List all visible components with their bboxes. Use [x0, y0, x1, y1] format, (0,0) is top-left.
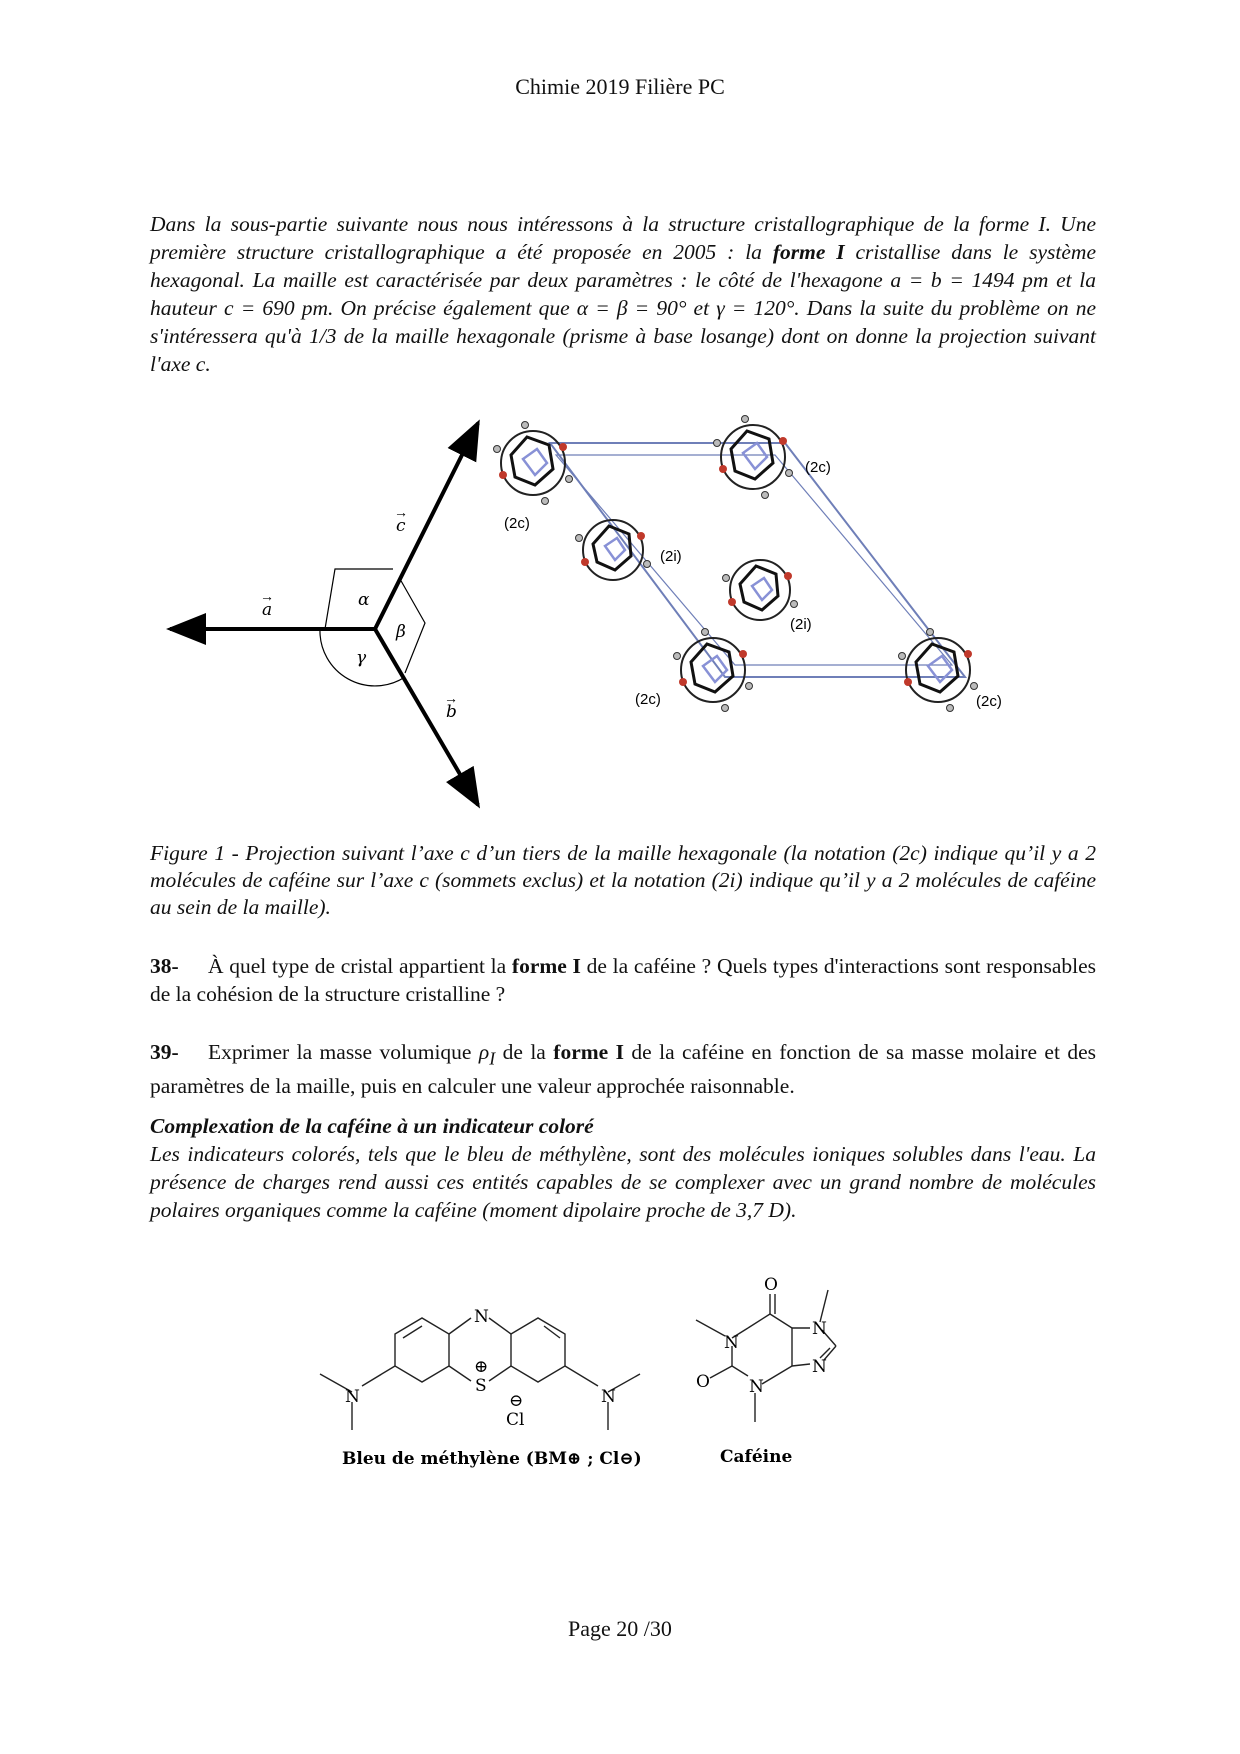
label-c: c — [396, 516, 406, 536]
site-label-2c-tl: (2c) — [504, 515, 530, 532]
q39-text-1: Exprimer la masse volumique — [208, 1040, 479, 1064]
q39-rho-sub: I — [489, 1048, 496, 1069]
axis-b — [375, 629, 478, 805]
site-label-2c-bl: (2c) — [635, 691, 661, 708]
molecule-cluster-2i-b — [723, 560, 798, 620]
label-beta: β — [396, 622, 406, 642]
q38-text-1: À quel type de cristal appartient la — [208, 954, 512, 978]
bm-cl-charge: ⊖ — [509, 1391, 524, 1411]
molecule-cluster-2i-a — [576, 520, 651, 580]
intro-text-1: Dans la sous-partie suivante nous nous intéressons à la structure cristallographique de la forme I. Une première structure cristallographique a été proposée en 2005 : la — [150, 212, 1096, 264]
question-38-number: 38- — [150, 954, 179, 978]
caf-atom-n3: N — [749, 1377, 764, 1397]
intro-forme-i: forme I — [772, 240, 845, 264]
figure-1 — [160, 415, 1080, 815]
caf-atom-o-left: O — [696, 1372, 710, 1392]
axis-c — [375, 423, 478, 629]
q39-text-2: de la — [495, 1040, 554, 1064]
q39-rho: ρ — [478, 1040, 490, 1064]
vec-arrow-a: → — [260, 590, 274, 605]
q39-forme-i: forme I — [553, 1040, 624, 1064]
q38-forme-i: forme I — [511, 954, 581, 978]
label-a: a — [262, 600, 273, 620]
site-label-2i-a: (2i) — [660, 548, 682, 565]
bm-atom-s: S — [475, 1376, 487, 1396]
vec-arrow-b: → — [444, 692, 458, 707]
caf-atom-o-top: O — [764, 1275, 778, 1295]
figure-1-caption: Figure 1 - Projection suivant l’axe c d’un tiers de la maille hexagonale (la notation (2c) indique qu’il y a 2 molécules de caféine sur l’axe c (sommets exclus) et la notation (2i) indique qu’il y a 2 molécules de caféine au sein de la maille). — [150, 841, 1096, 919]
caffeine-caption: Caféine — [720, 1447, 793, 1467]
site-label-2c-tr: (2c) — [805, 459, 831, 476]
caf-atom-n7: N — [812, 1319, 827, 1339]
page-number: Page 20 /30 — [568, 1616, 672, 1641]
label-alpha: α — [358, 590, 370, 610]
bm-atom-n-left: N — [345, 1387, 360, 1407]
intro-paragraph — [150, 210, 1096, 378]
caf-atom-n9: N — [812, 1357, 827, 1377]
bm-atom-n-right: N — [601, 1387, 616, 1407]
complexation-title: Complexation de la caféine à un indicateur coloré — [150, 1114, 594, 1138]
molecule-cluster-2c-tl — [494, 422, 573, 505]
intro-text-3: . Dans la suite du problème on ne s'intéressera qu'à 1/3 de la maille hexagonale (prisme à base losange) dont on donne la projection suivant l'axe c. — [150, 296, 1097, 376]
page-header: Chimie 2019 Filière PC — [515, 74, 725, 99]
q39-text-3: de la caféine en fonction de sa masse molaire et des paramètres de la maille, puis en calculer une valeur approchée raisonnable. — [150, 1040, 1096, 1099]
molecule-cluster-2c-tr — [714, 416, 793, 499]
bm-atom-n-ring: N — [474, 1307, 489, 1327]
bm-atom-cl: Cl — [506, 1410, 525, 1430]
molecule-cluster-2c-bl — [674, 629, 753, 712]
vec-arrow-c: → — [394, 506, 408, 521]
intro-angles: α = β = 90° et γ = 120° — [576, 296, 795, 320]
question-38 — [150, 952, 1096, 1008]
caffeine-structure — [696, 1290, 836, 1422]
caf-atom-n1: N — [724, 1333, 739, 1353]
chemical-structures — [300, 1250, 940, 1480]
complexation-body: Les indicateurs colorés, tels que le bleu de méthylène, sont des molécules ioniques solubles dans l'eau. La présence de charges rend aussi ces entités capables de se complexer avec un grand nombre de molécules polaires organiques comme la caféine (moment dipolaire proche de 3,7 D). — [150, 1142, 1096, 1222]
question-39-number: 39- — [150, 1040, 179, 1064]
question-39 — [150, 1038, 1096, 1100]
bm-s-charge: ⊕ — [474, 1357, 489, 1377]
label-gamma: γ — [356, 648, 367, 668]
intro-text-2: cristallise dans le système hexagonal. La maille est caractérisée par deux paramètres : le côté de l'hexagone a = b = 1494 pm et la hauteur c = 690 pm. On précise également que — [150, 240, 1096, 320]
site-label-2c-br: (2c) — [976, 693, 1002, 710]
q38-text-2: de la caféine ? Quels types d'interactions sont responsables de la cohésion de la structure cristalline ? — [150, 954, 1096, 1006]
axes-diagram — [170, 423, 478, 805]
label-b: b — [446, 702, 457, 722]
bm-caption: Bleu de méthylène (BM⊕ ; Cl⊖) — [342, 1449, 642, 1469]
site-label-2i-b: (2i) — [790, 616, 812, 633]
crystal-projection — [494, 416, 1002, 712]
